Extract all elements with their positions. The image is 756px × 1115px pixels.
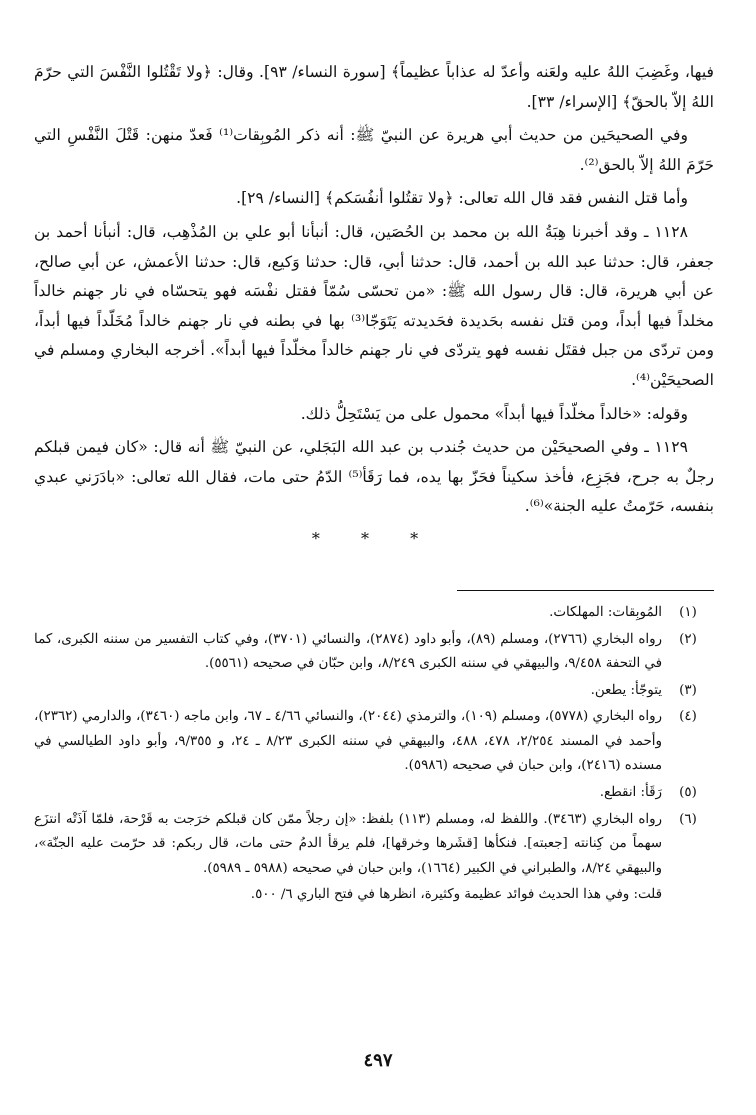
footnote-number: (٤) (679, 709, 697, 725)
footnote (34, 808, 714, 882)
footnote-text: المُوبِقات: المهلكات. (549, 604, 662, 620)
footnote-number: (٦) (679, 811, 697, 827)
footnotes (34, 601, 714, 908)
paragraph-commentary: وقوله: «خالداً مخلّداً فيها أبداً» محمول على من يَسْتَحِلُّ ذلك. (300, 404, 688, 423)
main-text (34, 58, 714, 522)
footnote-text: يتوجّأ: يطعن. (590, 682, 662, 698)
footnote-divider (457, 590, 714, 591)
paragraph-2: وفي الصحيحَين من حديث أبي هريرة عن النبيّ ﷺ: أنه ذكر المُوبِقات⁽¹⁾ فَعدّ منهن: قَتْلَ النَّفْسِ التي حَرّمَ اللهُ إلاّ بالحق⁽²⁾. (34, 126, 714, 174)
footnote-number: (٥) (679, 785, 697, 801)
footnote (34, 628, 714, 677)
section-separator: * * * (311, 528, 437, 548)
paragraph-3: وأما قتل النفس فقد قال الله تعالى: ﴿ولا تقتُلوا أنفُسَكم﴾ [النساء/ ٢٩]. (236, 189, 688, 208)
footnote (34, 781, 714, 806)
hadith-1129: ١١٢٩ ـ وفي الصحيحَيْن من حديث جُندب بن عبد الله البَجَلي، عن النبيّ ﷺ أنه قال: «كان فيمن قبلكم رجلٌ به جرح، فجَزِع، فأخذ سكيناً فحَزّ بها يده، فما رَقَأ⁽⁵⁾ الدّمُ حتى مات، فقال الله تعالى: «بادَرَني عبدي بنفسه، حَرّمتُ عليه الجنة»⁽⁶⁾. (34, 438, 715, 516)
hadith-1128: ١١٢٨ ـ وقد أخبرنا هِبَةُ الله بن محمد بن الحُصَين، قال: أنبأنا أبو علي بن المُذْهِب، قال: أنبأنا أحمد بن جعفر، قال: حدثنا عبد الله بن أحمد، قال: حدثنا أبي، قال: حدثنا وَكيع، قال: حدثنا الأعمش، عن أبي صالح، عن أبي هريرة، قال: قال رسول الله ﷺ: «من تحسّى سُمّاً فقتل نفْسَه فهو يتحسّاه في نار جهنم خالداً مخلداً فيها أبداً، ومن قتل نفسه بحَديدة فحَديدته يَتَوَجّا⁽³⁾ بها في بطنه في نار جهنم خالداً مُخَلّداً فيها أبداً، ومن تردّى من جبل فقتَل نفسه فهو يتردّى في نار جهنم خالداً مخلّداً فيها أبداً». أخرجه البخاري ومسلم في الصحيحَيْن⁽⁴⁾. (34, 222, 715, 389)
footnote (34, 679, 714, 704)
footnote-number: (٣) (679, 682, 697, 698)
footnote-number: (٢) (679, 631, 697, 647)
page-number: ٤٩٧ (363, 1050, 393, 1071)
footnote-comment: قلت: وفي هذا الحديث فوائد عظيمة وكثيرة، انظرها في فتح الباري ٦/ ٥٠٠. (250, 887, 662, 903)
footnote-text: رواه البخاري (٣٤٦٣). واللفظ له، ومسلم (١١٣) بلفظ: «إن رجلاً ممّن كان قبلكم خرَجت به قَرْحة، فلمّا آذَتْه انتزَع سهماً من كِنانته [جعبته]. فنكأها [قشَرها وخرقها]، فلم يرقأ الدمُ حتى مات، قال ربكم: قد حرّمت عليه الجنّة»، والبيهقي ٨/٢٤، والطبراني في الكبير (١٦٦٤)، وابن حبان في صحيحه (٥٩٨٨ ـ ٥٩٨٩). (34, 811, 662, 876)
footnote-text: رَقَأ: انقطع. (599, 785, 662, 801)
footnote-text: رواه البخاري (٢٧٦٦)، ومسلم (٨٩)، وأبو داود (٢٨٧٤)، والنسائي (٣٧٠١)، وفي كتاب التفسير من سننه الكبرى، كما في التحفة ٩/٤٥٨، والبيهقي في سننه الكبرى ٨/٢٤٩، وابن حبّان في صحيحه (٥٥٦١). (34, 631, 663, 672)
paragraph-1: فيها، وغَضِبَ اللهُ عليه ولعَنه وأعدّ له عذاباً عظيماً﴾ [سورة النساء/ ٩٣]. وقال: ﴿ولا تَقْتُلوا النَّفْسَ التي حرّمَ اللهُ إلاّ بالحقّ﴾ [الإسراء/ ٣٣]. (34, 63, 715, 111)
footnote-number: (١) (679, 604, 697, 620)
footnote-text: رواه البخاري (٥٧٧٨)، ومسلم (١٠٩)، والترمذي (٢٠٤٤)، والنسائي ٤/٦٦ ـ ٦٧، وابن ماجه (٣٤٦٠)، والدارمي (٢٣٦٢)، وأحمد في المسند ٢/٢٥٤، ٤٧٨، ٤٨٨، والبيهقي في سننه الكبرى ٨/٢٣ ـ ٢٤، و ٩/٣٥٥، وأبو داود الطيالسي في مسنده (٢٤١٦)، وابن حبان في صحيحه (٥٩٨٦). (34, 709, 663, 774)
footnote (34, 705, 714, 779)
footnote (34, 601, 714, 626)
